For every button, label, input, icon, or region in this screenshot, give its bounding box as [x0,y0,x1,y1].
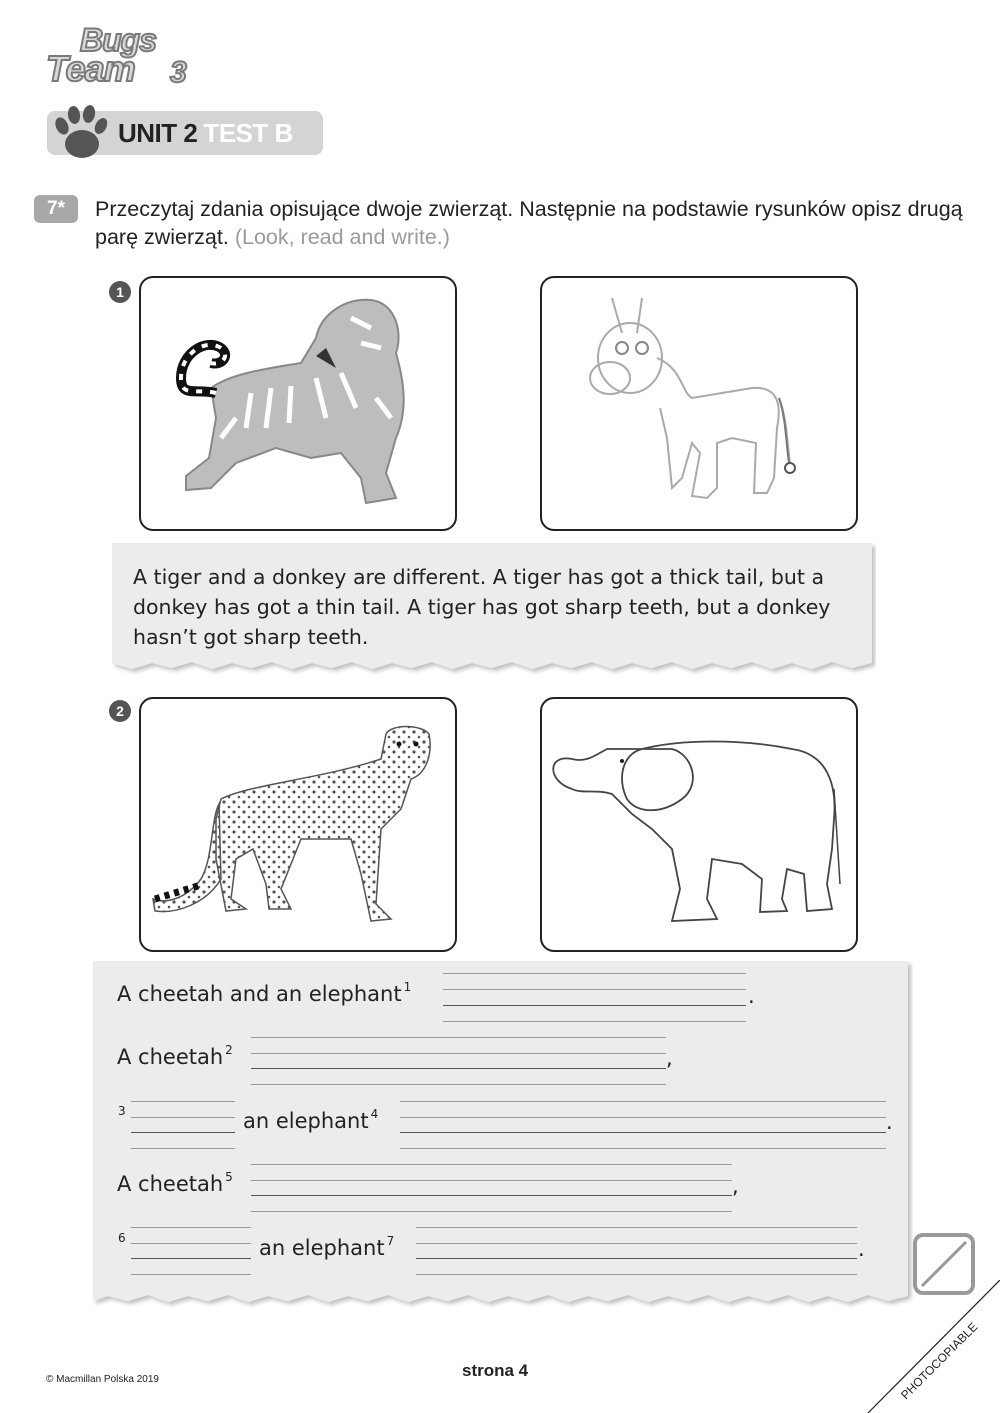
cheetah-picture-box [139,697,457,952]
tiger-picture-box [139,276,457,531]
answer-line-1[interactable] [443,1005,746,1006]
answer-line-7[interactable] [416,1258,857,1259]
row-3-mid: an elephant [243,1109,369,1133]
answer-line [443,989,746,990]
row-1-start: A cheetah and an elephant [117,982,402,1006]
logo-level: 3 [170,56,186,89]
elephant-picture-box [540,697,858,952]
answer-line-5[interactable] [251,1195,732,1196]
row-5-mid: an elephant [259,1236,385,1260]
elephant-illustration [542,699,856,950]
copyright: © Macmillan Polska 2019 [46,1374,159,1385]
answer-line [251,1211,732,1212]
answer-line [443,973,746,974]
answer-line [251,1164,732,1165]
instruction-polish: Przeczytaj zdania opisujące dwoje zwierząt. Następnie na podstawie rysunków opisz drugą parę zwierząt. [95,197,963,249]
gap-number-2: 2 [225,1043,233,1057]
gap-number-3: 3 [118,1104,126,1118]
task-instruction [95,195,965,251]
row-4-end: , [732,1174,739,1198]
row-4-start: A cheetah [117,1172,224,1196]
unit-number: UNIT 2 [118,118,198,148]
row-5-end: . [858,1237,865,1261]
example-text: A tiger and a donkey are different. A tiger has got a thick tail, but a donkey has got a thin tail. A tiger has got sharp teeth, but a donkey hasn’t got sharp teeth. [133,565,831,649]
row-1-end: . [748,984,755,1008]
pair-number-2: 2 [109,700,131,722]
answer-line [251,1053,666,1054]
row-2-end: , [666,1046,673,1070]
bugs-team-logo [46,22,196,96]
writing-paper [93,961,913,1316]
paw-icon [52,104,108,162]
answer-line-4[interactable] [400,1132,886,1133]
page-number: strona 4 [462,1361,529,1380]
answer-line [131,1148,235,1149]
gap-number-4: 4 [370,1107,379,1121]
gap-number-1: 1 [403,980,412,994]
answer-line [131,1274,251,1275]
answer-line [416,1227,857,1228]
cheetah-illustration [141,699,455,950]
writing-row-3 [243,1109,378,1133]
answer-line [131,1117,235,1118]
writing-row-2 [117,1045,233,1069]
photocopiable-label: PHOTOCOPIABLE [898,1319,981,1403]
answer-line [131,1227,251,1228]
test-label: TEST B [203,118,293,148]
answer-line [416,1274,857,1275]
answer-line [400,1117,886,1118]
answer-line [131,1101,235,1102]
row-2-start: A cheetah [117,1045,224,1069]
row-3-end: . [886,1110,893,1134]
gap-number-6: 6 [118,1231,126,1245]
gap-number-5: 5 [225,1170,233,1184]
answer-line [400,1148,886,1149]
gap-number-7: 7 [386,1234,395,1248]
answer-line [251,1084,666,1085]
answer-line [251,1037,666,1038]
answer-line [131,1243,251,1244]
answer-line-6[interactable] [131,1258,251,1259]
answer-line-2[interactable] [251,1068,666,1069]
instruction-english: (Look, read and write.) [234,225,450,249]
donkey-illustration [542,278,856,529]
task-number-badge: 7* [34,195,78,223]
logo-word-team: Team [46,48,135,89]
answer-line-3[interactable] [131,1132,235,1133]
answer-line [400,1101,886,1102]
answer-line [251,1180,732,1181]
writing-row-1 [117,982,411,1006]
writing-row-5 [259,1236,394,1260]
unit-title [118,118,293,149]
tiger-illustration [141,278,455,529]
logo-word-bugs: Bugs [80,22,156,58]
answer-line [416,1243,857,1244]
writing-row-4 [117,1172,233,1196]
pair-number-1: 1 [109,281,131,303]
donkey-picture-box [540,276,858,531]
answer-line [443,1021,746,1022]
photocopiable-corner [860,1280,1000,1413]
